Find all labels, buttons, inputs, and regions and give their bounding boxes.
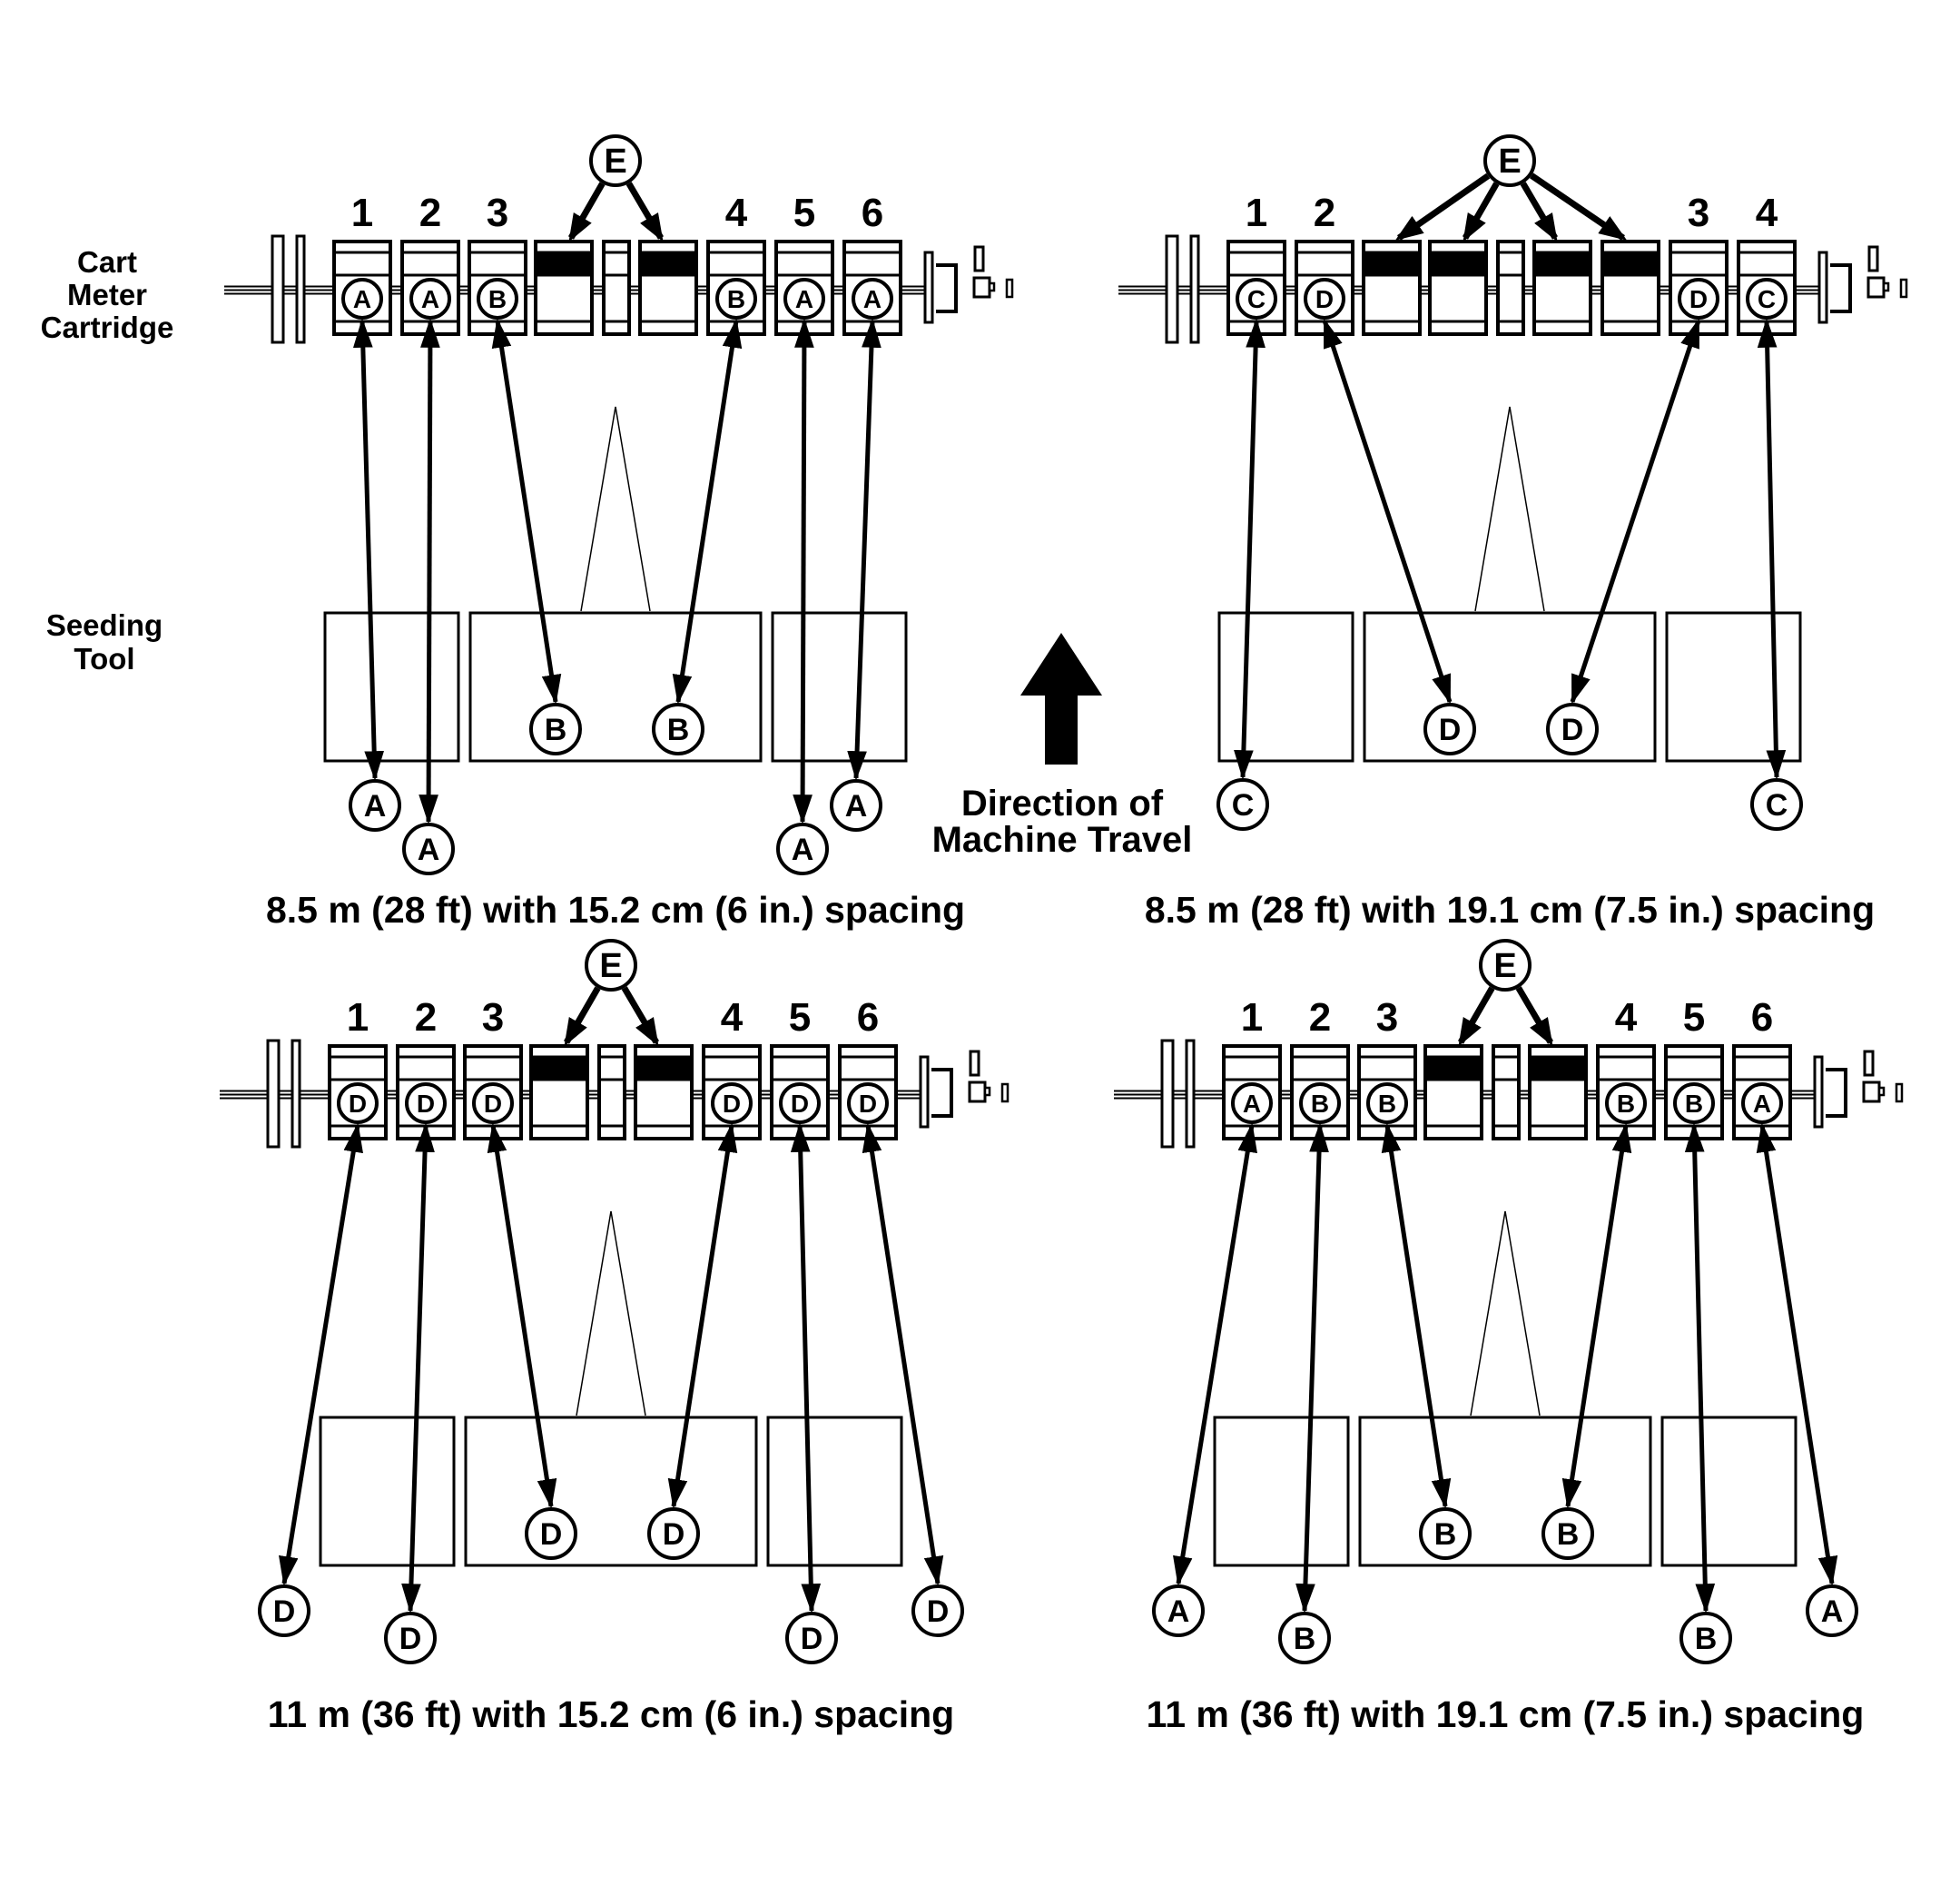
coupler-pin <box>1865 1051 1873 1075</box>
row-letter: A <box>363 789 387 824</box>
row-letter: D <box>926 1594 950 1629</box>
slot-number: 1 <box>1245 191 1268 235</box>
cartridge-letter: A <box>794 285 814 313</box>
e-arrow <box>625 988 656 1042</box>
coupler-pin-small <box>1896 1084 1902 1101</box>
slot-number: 3 <box>486 191 509 235</box>
row-letter: D <box>399 1622 422 1656</box>
cartridge-letter: B <box>1684 1090 1704 1118</box>
row-letter: B <box>1433 1517 1457 1552</box>
slot-number: 5 <box>788 995 812 1040</box>
seeding-tool-label-line: Tool <box>74 642 135 676</box>
cartridge-letter: A <box>420 285 440 313</box>
panel-11m-7-5in <box>1114 941 1902 1735</box>
shaft-end-plate <box>1162 1041 1173 1147</box>
row-letter: B <box>1694 1622 1718 1656</box>
shaft-end-plate <box>1815 1057 1822 1127</box>
panel-caption: 8.5 m (28 ft) with 15.2 cm (6 in.) spacing <box>265 889 966 931</box>
shaft-end-plate <box>1187 1041 1194 1147</box>
slot-number: 1 <box>1240 995 1264 1040</box>
cartridge-letter: A <box>1242 1090 1262 1118</box>
coupler-pin-small <box>1901 280 1906 297</box>
cartridge-letter: D <box>1689 285 1709 313</box>
row-letter: A <box>791 833 814 867</box>
direction-label-line: Direction of <box>960 784 1164 824</box>
slot-number: 2 <box>1308 995 1332 1040</box>
blank-cover <box>536 252 592 275</box>
shaft-end-plate <box>297 236 304 342</box>
row-letter: A <box>417 833 440 867</box>
slot-number: 5 <box>793 191 816 235</box>
hitch-triangle <box>1475 407 1544 611</box>
coupler-block <box>1864 1082 1879 1101</box>
cartridge-letter: A <box>862 285 882 313</box>
coupler-pin <box>970 1051 979 1075</box>
hitch-triangle <box>581 407 650 611</box>
slot-number: 1 <box>346 995 369 1040</box>
shaft-end-plate <box>1167 236 1177 342</box>
e-arrow <box>566 988 598 1042</box>
coupler-pin <box>975 247 983 271</box>
cartridge-letter: B <box>726 285 746 313</box>
blank-cover <box>640 252 696 275</box>
slot-number: 2 <box>1313 191 1336 235</box>
coupler-pin <box>1869 247 1877 271</box>
row-letter: B <box>1293 1622 1316 1656</box>
seeding-tool-section <box>470 613 761 761</box>
coupler-bracket <box>1826 1070 1846 1116</box>
cartridge-letter: D <box>483 1090 503 1118</box>
cartridge-letter: B <box>1310 1090 1330 1118</box>
row-letter: B <box>544 713 567 747</box>
shaft-end-plate <box>921 1057 928 1127</box>
cartridge-letter: B <box>488 285 507 313</box>
row-letter: C <box>1231 788 1255 823</box>
coupler-pin-small <box>1007 280 1012 297</box>
e-arrow <box>1519 988 1551 1042</box>
row-letter: A <box>1167 1594 1190 1629</box>
shaft-end-plate <box>1191 236 1198 342</box>
coupler-pin-small <box>1002 1084 1008 1101</box>
slot-number: 1 <box>350 191 374 235</box>
e-badge-letter: E <box>599 947 623 985</box>
cartridge-letter: C <box>1246 285 1266 313</box>
shaft-end-plate <box>268 1041 279 1147</box>
coupler-nub <box>1884 283 1888 291</box>
slot-number: 6 <box>861 191 884 235</box>
cartridge-letter: A <box>1752 1090 1772 1118</box>
coupler-nub <box>1879 1088 1884 1095</box>
slot-number: 4 <box>720 995 744 1040</box>
shaft-end-plate <box>272 236 283 342</box>
cart-meter-cartridge-label-line: Meter <box>66 278 148 311</box>
cartridge-letter: D <box>416 1090 436 1118</box>
cart-meter-cartridge-label-line: Cart <box>76 245 138 279</box>
cartridge-letter: A <box>352 285 372 313</box>
hitch-triangle <box>1471 1211 1540 1416</box>
shaft-end-plate <box>925 252 932 322</box>
panel-8-5m-7-5in <box>1118 136 1906 931</box>
seeding-tool-section <box>466 1417 756 1565</box>
coupler-nub <box>990 283 994 291</box>
meter-to-row-arrow <box>803 321 804 822</box>
coupler-block <box>974 278 990 297</box>
meter-to-row-arrow <box>428 321 430 822</box>
slot-number: 6 <box>1750 995 1774 1040</box>
cartridge-letter: D <box>722 1090 742 1118</box>
seeding-tool-section <box>1215 1417 1348 1565</box>
hitch-triangle <box>576 1211 645 1416</box>
cart-meter-cartridge-label-line: Cartridge <box>40 311 174 344</box>
cartridge-letter: D <box>348 1090 368 1118</box>
coupler-bracket <box>931 1070 951 1116</box>
seeding-tool-section <box>325 613 458 761</box>
blank-cover <box>1602 252 1659 275</box>
e-arrow <box>629 183 661 238</box>
blank-cover <box>1530 1056 1586 1080</box>
shaft-end-plate <box>1819 252 1827 322</box>
e-arrow <box>1461 988 1492 1042</box>
row-letter: B <box>666 713 690 747</box>
row-letter: D <box>800 1622 823 1656</box>
row-letter: B <box>1556 1517 1580 1552</box>
slot-number: 2 <box>419 191 442 235</box>
slot-number: 3 <box>1375 995 1399 1040</box>
panel-8-5m-6in <box>224 136 1012 931</box>
direction-label-line: Machine Travel <box>931 820 1193 860</box>
seeding-tool-section <box>768 1417 901 1565</box>
row-letter: D <box>662 1517 685 1552</box>
slot-number: 5 <box>1682 995 1706 1040</box>
blank-cover <box>1534 252 1591 275</box>
cartridge-letter: D <box>790 1090 810 1118</box>
blank-cover <box>1425 1056 1482 1080</box>
seeding-tool-section <box>1360 1417 1650 1565</box>
seeding-tool-section <box>1662 1417 1796 1565</box>
shaft-end-plate <box>292 1041 300 1147</box>
cartridge-letter: D <box>858 1090 878 1118</box>
slot-number: 3 <box>481 995 505 1040</box>
blank-cover <box>531 1056 587 1080</box>
blank-cover <box>1364 252 1420 275</box>
seeding-tool-section <box>1364 613 1655 761</box>
e-arrow <box>1532 175 1623 238</box>
panel-caption: 11 m (36 ft) with 19.1 cm (7.5 in.) spacing <box>1146 1693 1865 1735</box>
seeding-tool-section <box>320 1417 454 1565</box>
panel-11m-6in <box>220 941 1008 1735</box>
slot-number: 4 <box>1755 191 1778 235</box>
slot-number: 4 <box>724 191 748 235</box>
coupler-nub <box>985 1088 990 1095</box>
seeding-tool-section <box>1667 613 1800 761</box>
coupler-block <box>1868 278 1884 297</box>
coupler-bracket <box>936 265 956 311</box>
seeding-tool-label-line: Seeding <box>45 608 163 642</box>
panel-caption: 8.5 m (28 ft) with 19.1 cm (7.5 in.) spacing <box>1144 889 1876 931</box>
e-arrow <box>1399 176 1488 238</box>
blank-cover <box>1430 252 1486 275</box>
slot-number: 4 <box>1614 995 1638 1040</box>
coupler-block <box>970 1082 985 1101</box>
cartridge-letter: D <box>1315 285 1335 313</box>
seeding-tool-section <box>1219 613 1353 761</box>
cartridge-letter: B <box>1377 1090 1397 1118</box>
slot-number: 6 <box>856 995 880 1040</box>
row-letter: A <box>844 789 868 824</box>
coupler-bracket <box>1830 265 1850 311</box>
slot-number: 3 <box>1687 191 1710 235</box>
e-badge-letter: E <box>604 143 627 181</box>
cartridge-letter: C <box>1757 285 1777 313</box>
e-badge-letter: E <box>1493 947 1517 985</box>
seeding-tool-section <box>773 613 906 761</box>
e-badge-letter: E <box>1498 143 1522 181</box>
slot-number: 2 <box>414 995 438 1040</box>
row-letter: D <box>539 1517 563 1552</box>
row-letter: C <box>1765 788 1788 823</box>
e-arrow <box>571 183 603 238</box>
row-letter: D <box>1438 713 1462 747</box>
row-letter: A <box>1820 1594 1844 1629</box>
direction-of-travel-arrow <box>1020 633 1102 765</box>
panel-caption: 11 m (36 ft) with 15.2 cm (6 in.) spacing <box>267 1693 955 1735</box>
global-labels <box>41 245 1193 860</box>
cartridge-letter: B <box>1616 1090 1636 1118</box>
row-letter: D <box>1561 713 1584 747</box>
blank-cover <box>635 1056 692 1080</box>
row-letter: D <box>272 1594 296 1629</box>
